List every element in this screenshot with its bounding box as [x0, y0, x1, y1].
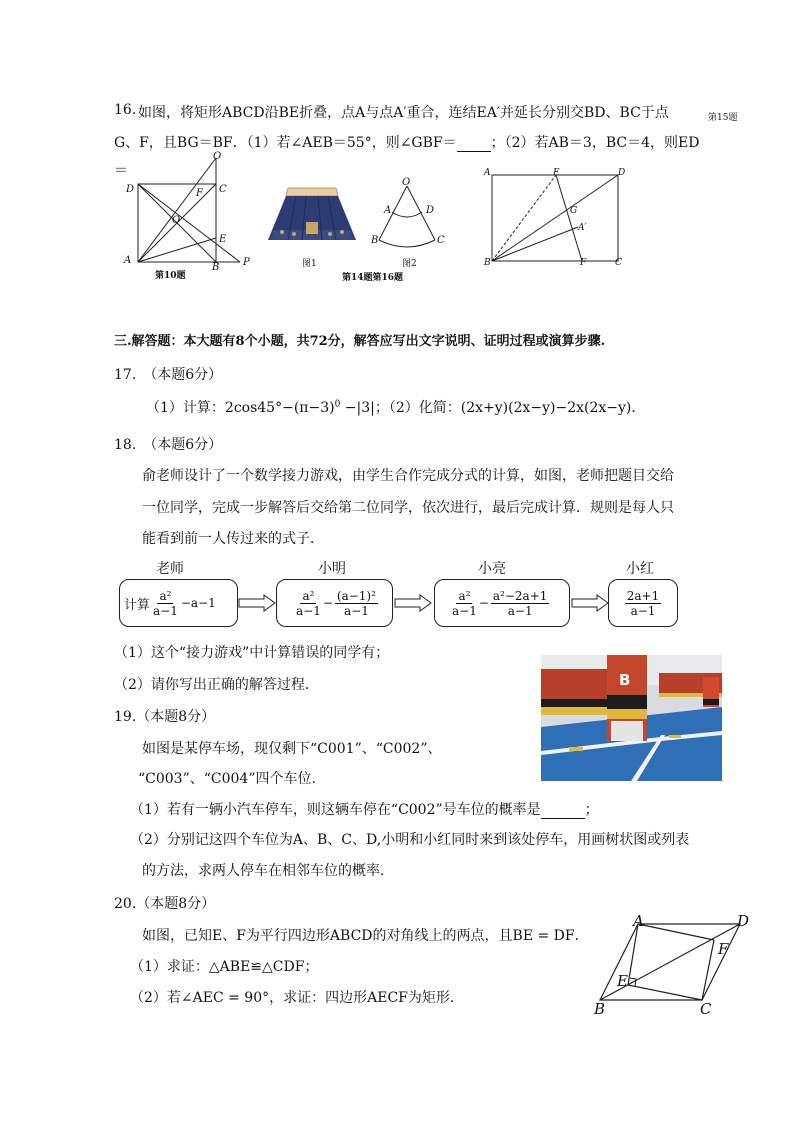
q19-sub1-text: （1）若有一辆小汽车停车，则这辆车停在“C002”号车位的概率是: [130, 802, 541, 818]
xiaohong-den: a−1: [630, 603, 656, 618]
xiaoliang-fraction-1: [452, 589, 477, 618]
xiaoliang-expression: [452, 584, 549, 622]
fig16-label-G: G: [570, 206, 578, 216]
q20-sub1: （1）求证：△ABE≌△CDF；: [130, 959, 319, 975]
para-label-A: A: [633, 912, 644, 930]
para-label-D: D: [737, 912, 750, 930]
fig10-caption: 第10题: [155, 271, 186, 281]
para-label-E: E: [617, 972, 628, 990]
xiaoming-den-2: a−1: [344, 603, 369, 618]
arrow-1: [238, 594, 276, 612]
xiaoming-expression: [296, 584, 378, 622]
para-label-F: F: [718, 940, 729, 958]
fig16-diagram: [480, 165, 630, 270]
arrow-3: [571, 594, 609, 612]
q17-exponent: 0: [334, 399, 341, 410]
parallelogram-diagram: [590, 910, 760, 1020]
fig16-label-F: F: [580, 258, 587, 268]
xiaohong-num: 2a+1: [626, 588, 660, 603]
fig10-label-E: E: [219, 234, 227, 245]
fig16-label-A: A: [484, 168, 491, 178]
fig10-label-O: O: [213, 151, 222, 162]
xiaoliang-num-1: a²: [458, 588, 471, 603]
q17-body-part2: −|3|；（2）化简：(2x+y)(2x−y)−2x(2x−y)．: [340, 400, 646, 416]
q16-line3: ＝: [114, 163, 128, 179]
xiaoming-num-2: (a−1)²: [336, 588, 376, 603]
q20-para1: 如图，已知E、F为平行四边形ABCD的对角线上的两点，且BE = DF．: [142, 928, 589, 944]
q18-name-xiaoming: 小明: [318, 561, 346, 577]
fig10-diagram: [118, 150, 258, 276]
fig10-label-O2: O: [172, 215, 181, 226]
fig10-label-C: C: [219, 184, 227, 195]
q20-sub2: （2）若∠AEC = 90°，求证：四边形AECF为矩形.: [130, 990, 455, 1006]
fig16-label-E: E: [553, 168, 560, 178]
xiaohong-expression: [608, 584, 678, 622]
q18-para1: 俞老师设计了一个数学接力游戏，由学生合作完成分式的计算，如图，老师把题目交给: [142, 468, 674, 484]
xiaoming-fraction-2: [335, 589, 378, 618]
photo1-caption: 图1: [302, 259, 317, 269]
fig16-label-A-prime: A′: [578, 223, 587, 233]
q18-sub2: （2）请你写出正确的解答过程．: [114, 677, 319, 693]
q16-line2b-text: ；（2）若AB＝3，BC＝4，则ED: [490, 135, 700, 151]
fan-label-O: O: [402, 177, 411, 188]
fan-label-D: D: [426, 205, 435, 216]
q18-sub1: （1）这个“接力游戏”中计算错误的同学有；: [114, 645, 390, 661]
q19-para1: 如图是某停车场，现仅剩下“C001”、“C002”、: [142, 741, 442, 757]
q17-heading: 17. （本题6分）: [114, 367, 223, 383]
parking-photo-art: [541, 655, 722, 781]
q20-heading: 20.（本题8分）: [114, 896, 216, 912]
fig10-label-B: B: [212, 262, 220, 273]
xiaoliang-den-2: a−1: [507, 603, 533, 618]
teacher-fraction: [153, 589, 178, 618]
q16-line1: 如图，将矩形ABCD沿BE折叠，点A与点A′重合，连结EA′并延长分别交BD、BC于点: [138, 105, 669, 121]
q16-answer-blank: [457, 139, 491, 152]
q15-tag: 第15题: [708, 113, 738, 123]
fig10-label-F: F: [196, 188, 203, 199]
fig14-16-caption: 第14题第16题: [342, 273, 404, 283]
parking-sign-letter: B: [619, 671, 631, 689]
fig16-label-C: C: [615, 258, 622, 268]
fan-label-C: C: [437, 235, 445, 246]
skirt-photo: [264, 180, 360, 250]
q18-para3: 能看到前一人传过来的式子．: [142, 531, 324, 547]
q16-line2-text: G、F，且BG＝BF．（1）若∠AEB＝55°，则∠GBF＝: [114, 135, 457, 151]
fig16-label-B: B: [484, 258, 491, 268]
teacher-expression: [124, 584, 216, 622]
xiaoming-minus: −: [322, 596, 333, 610]
q19-sub2a: （2）分别记这四个车位为A、B、C、D,小明和小红同时来到该处停车，用画树状图或列表: [130, 832, 690, 848]
fig10-label-D: D: [126, 184, 135, 195]
photo2-caption: 图2: [402, 259, 417, 269]
xiaohong-fraction: [625, 589, 661, 618]
xiaoming-den-1: a−1: [296, 603, 321, 618]
q19-sub1: [130, 799, 599, 819]
q18-name-xiaohong: 小红: [626, 561, 654, 577]
q19-sub1-end: ；: [584, 802, 599, 818]
q19-para2: “C003”、“C004”四个车位.: [138, 771, 316, 787]
q18-para2: 一位同学，完成一步解答后交给第二位同学，依次进行，最后完成计算．规则是每人只: [142, 500, 674, 516]
q18-heading: 18. （本题6分）: [114, 437, 223, 453]
q19-heading: 19.（本题8分）: [114, 709, 216, 725]
q19-sub2b: 的方法，求两人停车在相邻车位的概率．: [142, 863, 394, 879]
arrow-2: [394, 594, 432, 612]
q19-answer-blank: [541, 806, 585, 819]
teacher-denominator: a−1: [153, 603, 178, 618]
para-label-C: C: [700, 1000, 712, 1018]
parking-photo: [541, 655, 722, 781]
q17-body-part1: （1）计算：2cos45°−(π−3): [146, 400, 335, 416]
teacher-prefix: 计算: [124, 597, 151, 613]
xiaoliang-minus: −: [478, 596, 489, 610]
xiaoming-num-1: a²: [302, 588, 315, 603]
section3-heading: 三.解答题：本大题有8个小题，共72分，解答应写出文字说明、证明过程或演算步骤.: [114, 334, 606, 349]
xiaoming-fraction-1: [296, 589, 321, 618]
q18-name-xiaoliang: 小亮: [478, 561, 506, 577]
para-label-B: B: [594, 1000, 606, 1018]
fig10-label-P: P: [243, 257, 250, 268]
q16-number: 16.: [114, 102, 137, 118]
xiaoliang-num-2: a²−2a+1: [492, 588, 548, 603]
q18-name-teacher: 老师: [156, 561, 184, 577]
xiaoliang-den-1: a−1: [452, 603, 477, 618]
q16-line2: [114, 132, 699, 152]
q17-body: [146, 397, 645, 417]
fan-label-B: B: [371, 235, 379, 246]
fan-label-A: A: [384, 205, 392, 216]
teacher-tail: −a−1: [180, 596, 216, 610]
fig10-label-A: A: [124, 255, 132, 266]
fig16-label-D: D: [618, 168, 626, 178]
teacher-numerator: a²: [159, 588, 172, 603]
xiaoliang-fraction-2: [491, 589, 550, 618]
